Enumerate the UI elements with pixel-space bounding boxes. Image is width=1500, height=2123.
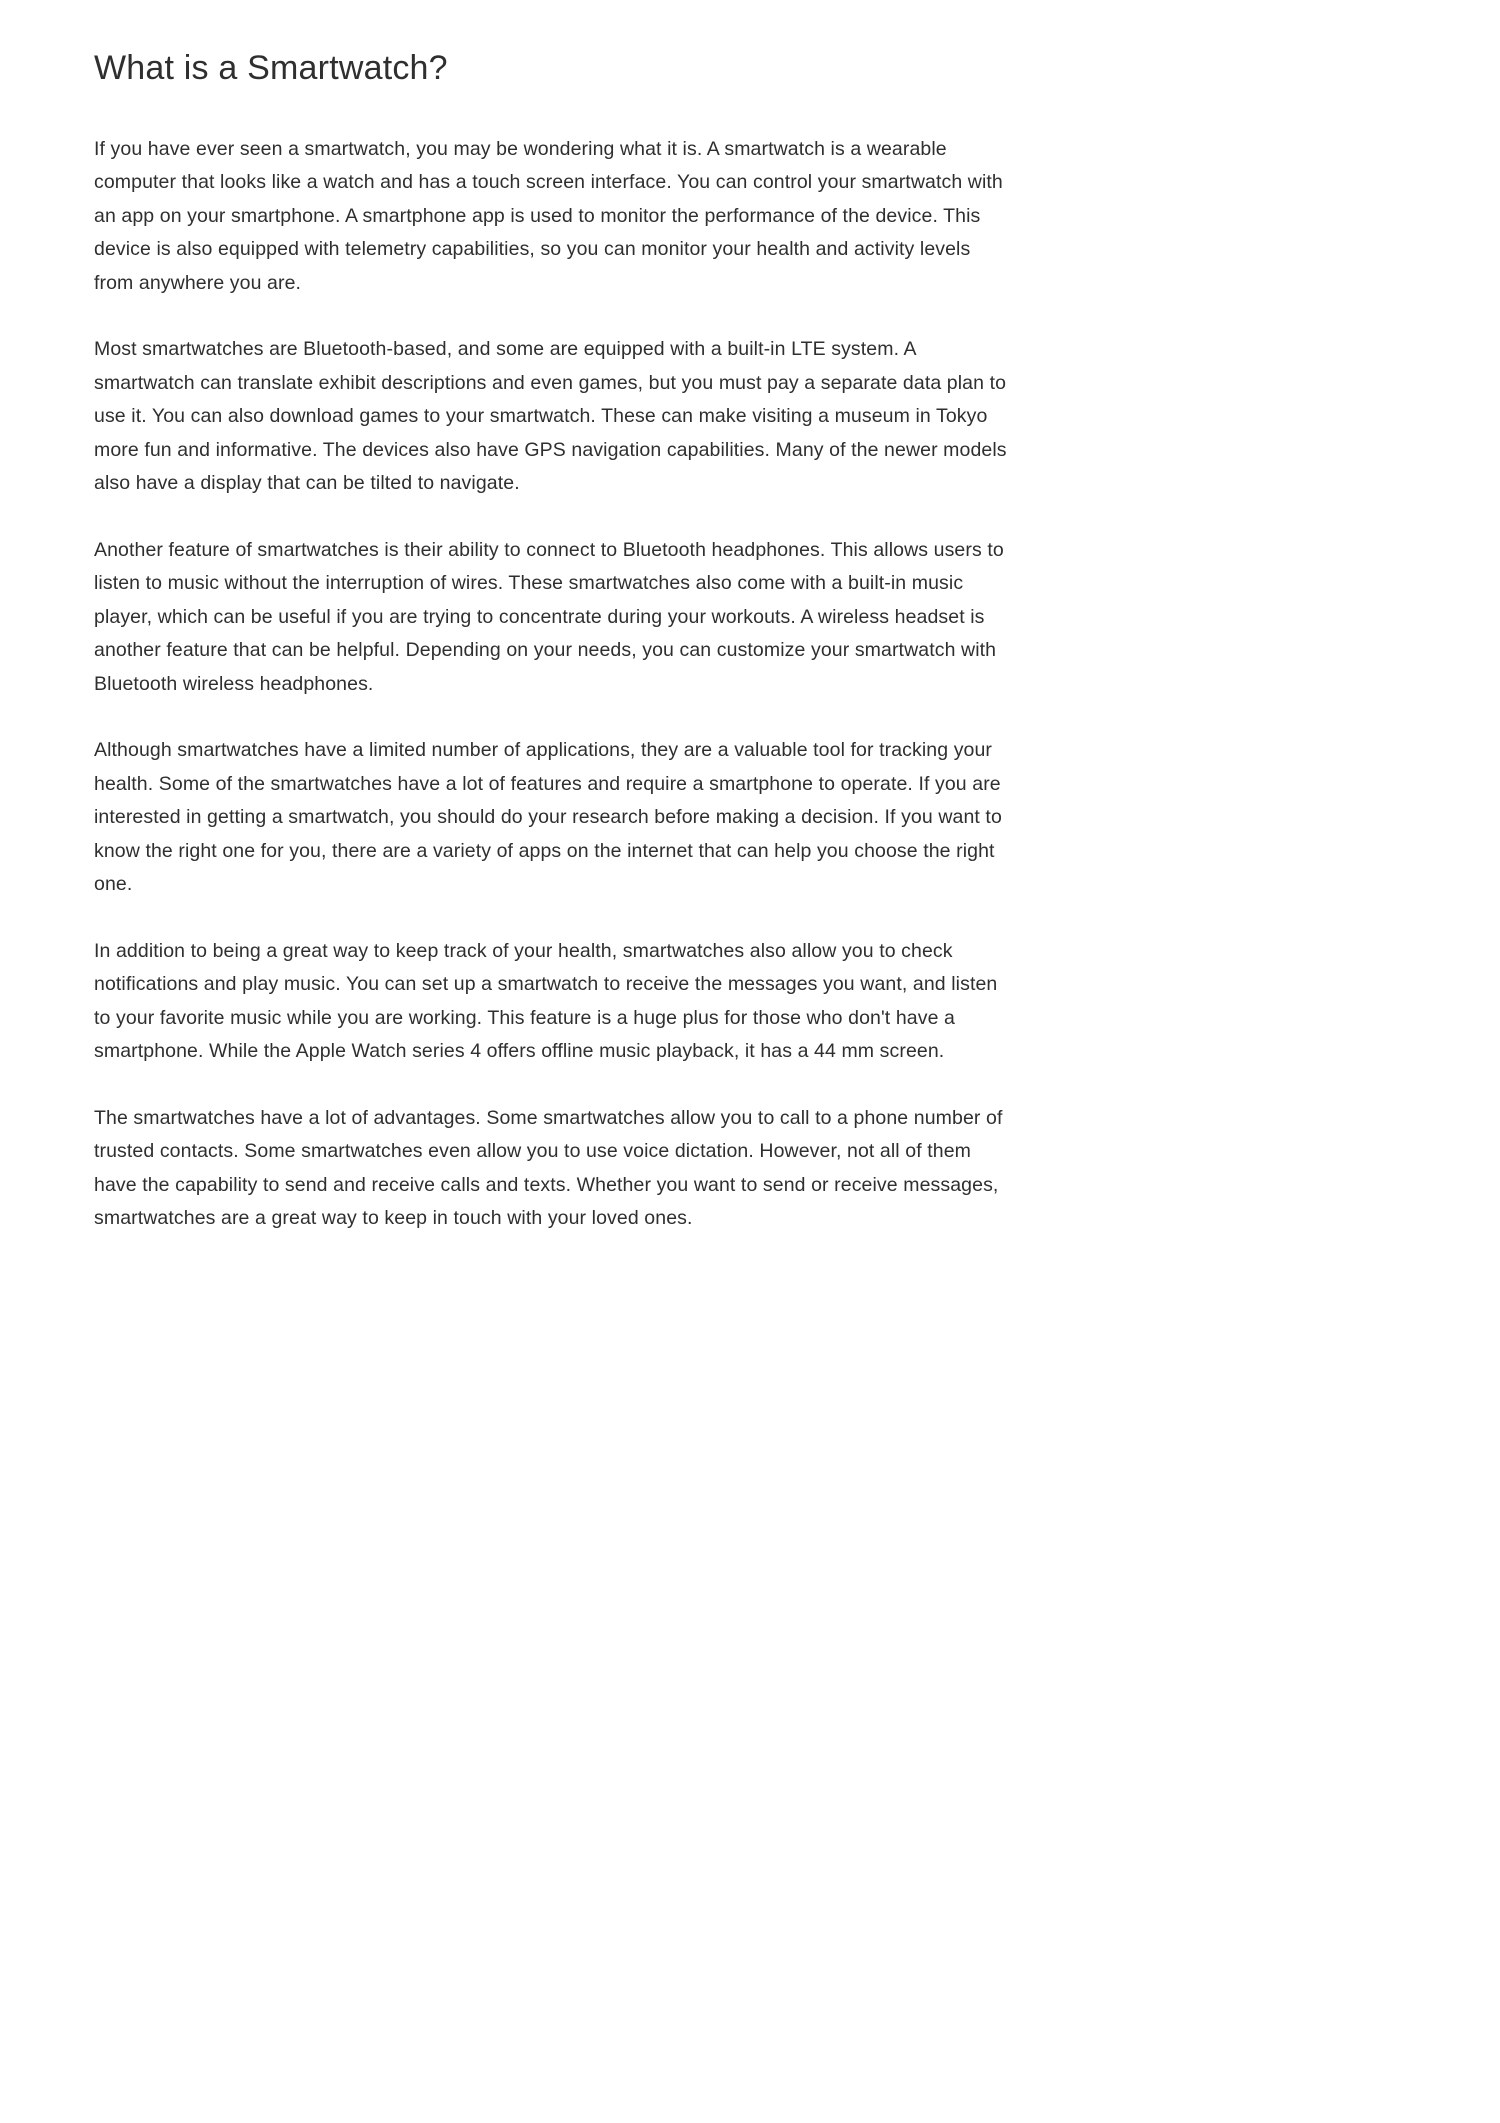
paragraph-notifications-music: In addition to being a great way to keep track of your health, smartwatches also allow you to check notifications and play music. You can set up a smartwatch to receive the messages you want, and listen to your favorite music while you are working. This feature is a huge plus for those who don't have a smartphone. While the Apple Watch series 4 offers offline music playback, it has a 44 mm screen. xyxy=(94,939,998,1063)
paragraph-intro: If you have ever seen a smartwatch, you may be wondering what it is. A smartwatch is a wearable computer that looks like a watch and has a touch screen interface. You can control your smartwatch with an app on your smartphone. A smartphone app is used to monitor the performance of the device. This device is also equipped with telemetry capabilities, so you can monitor your health and activity levels from anywhere you are. xyxy=(94,137,1003,294)
paragraph-advantages: The smartwatches have a lot of advantages. Some smartwatches allow you to call to a phone number of trusted contacts. Some smartwatches even allow you to use voice dictation. However, not all of them have the capability to send and receive calls and texts. Whether you want to send or receive messages, smartwatches are a great way to keep in touch with your loved ones. xyxy=(94,1106,1003,1230)
paragraph-connectivity: Most smartwatches are Bluetooth-based, and some are equipped with a built-in LTE system. A smartwatch can translate exhibit descriptions and even games, but you must pay a separate data plan to use it. You can also download games to your smartwatch. These can make visiting a museum in Tokyo more fun and informative. The devices also have GPS navigation capabilities. Many of the newer models also have a display that can be tilted to navigate. xyxy=(94,338,1007,495)
paragraph-headphones: Another feature of smartwatches is their ability to connect to Bluetooth headphones. This allows users to listen to music without the interruption of wires. These smartwatches also come with a built-in music player, which can be useful if you are trying to concentrate during your workouts. A wireless headset is another feature that can be helpful. Depending on your needs, you can customize your smartwatch with Bluetooth wireless headphones. xyxy=(94,538,1004,695)
paragraph-health-tracking: Although smartwatches have a limited number of applications, they are a valuable tool for tracking your health. Some of the smartwatches have a lot of features and require a smartphone to operate. If you are interested in getting a smartwatch, you should do your research before making a decision. If you want to know the right one for you, there are a variety of apps on the internet that can help you choose the right one. xyxy=(94,739,1002,896)
page-title: What is a Smartwatch? xyxy=(94,49,448,87)
